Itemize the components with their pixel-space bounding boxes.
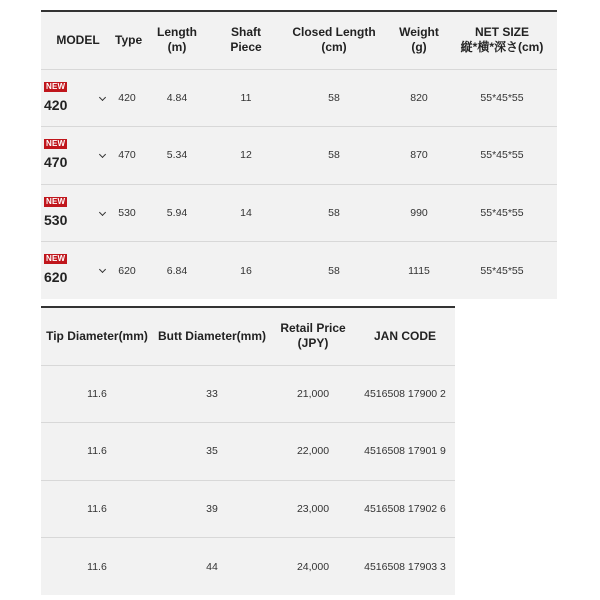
cell-butt-diameter: 39 bbox=[206, 502, 218, 515]
cell-tip-diameter: 11.6 bbox=[87, 560, 107, 573]
model-number: 420 bbox=[44, 96, 68, 113]
cell-jan-code: 4516508 17902 6 bbox=[364, 502, 446, 515]
price-row bbox=[41, 480, 455, 538]
header-closed-length: Closed Length (cm) bbox=[292, 25, 376, 55]
header-retail-price: Retail Price (JPY) bbox=[280, 321, 346, 351]
cell-retail-price: 24,000 bbox=[296, 560, 330, 573]
cell-weight: 820 bbox=[410, 91, 428, 104]
model-selector[interactable] bbox=[41, 127, 115, 185]
cell-butt-diameter: 44 bbox=[206, 560, 218, 573]
spec-header-row bbox=[41, 11, 557, 69]
spec-row bbox=[41, 127, 557, 185]
new-badge: NEW bbox=[46, 254, 66, 263]
spec-row bbox=[41, 69, 557, 127]
cell-shaft-piece: 12 bbox=[240, 149, 252, 162]
cell-weight: 1115 bbox=[408, 264, 430, 277]
model-number: 530 bbox=[44, 211, 68, 228]
cell-closed-length: 58 bbox=[328, 264, 340, 277]
header-net-size: NET SIZE 縦*横*深さ(cm) bbox=[460, 25, 544, 55]
header-tip-diameter: Tip Diameter(mm) bbox=[46, 328, 148, 343]
new-badge: NEW bbox=[46, 81, 66, 91]
new-badge: NEW bbox=[46, 139, 66, 148]
model-selector[interactable] bbox=[41, 184, 115, 242]
cell-length: 5.94 bbox=[166, 206, 188, 219]
model-number: 470 bbox=[44, 154, 68, 170]
cell-length: 6.84 bbox=[166, 264, 188, 277]
chevron-down-icon[interactable] bbox=[99, 93, 106, 100]
price-header-row bbox=[41, 307, 455, 365]
cell-retail-price: 23,000 bbox=[296, 502, 330, 515]
cell-type: 620 bbox=[118, 264, 136, 277]
price-row bbox=[41, 365, 455, 423]
cell-length: 5.34 bbox=[166, 149, 188, 162]
cell-type: 530 bbox=[118, 206, 136, 219]
model-selector[interactable] bbox=[41, 242, 115, 300]
cell-shaft-piece: 16 bbox=[240, 264, 252, 277]
chevron-down-icon[interactable] bbox=[99, 151, 106, 158]
header-length: Length (m) bbox=[157, 25, 197, 55]
cell-closed-length: 58 bbox=[328, 91, 340, 104]
header-butt-diameter: Butt Diameter(mm) bbox=[157, 328, 266, 343]
header-jan-code: JAN CODE bbox=[373, 328, 436, 343]
cell-tip-diameter: 11.6 bbox=[87, 387, 107, 400]
chevron-down-icon[interactable] bbox=[99, 208, 106, 215]
header-type: Type bbox=[115, 32, 143, 47]
price-row bbox=[41, 538, 455, 596]
cell-shaft-piece: 14 bbox=[240, 206, 252, 219]
cell-type: 470 bbox=[118, 149, 136, 162]
cell-retail-price: 21,000 bbox=[296, 387, 330, 400]
cell-tip-diameter: 11.6 bbox=[87, 445, 107, 458]
cell-shaft-piece: 11 bbox=[240, 91, 252, 104]
spec-row bbox=[41, 184, 557, 242]
cell-closed-length: 58 bbox=[328, 149, 340, 162]
cell-closed-length: 58 bbox=[328, 206, 340, 219]
cell-weight: 870 bbox=[410, 149, 428, 162]
cell-retail-price: 22,000 bbox=[296, 445, 330, 458]
model-number: 620 bbox=[44, 269, 68, 285]
spec-row bbox=[41, 242, 557, 300]
cell-net-size: 55*45*55 bbox=[480, 149, 524, 162]
cell-net-size: 55*45*55 bbox=[480, 206, 524, 219]
spec-table bbox=[41, 10, 557, 299]
price-row bbox=[41, 423, 455, 481]
cell-tip-diameter: 11.6 bbox=[87, 502, 107, 515]
cell-butt-diameter: 35 bbox=[206, 445, 218, 458]
cell-net-size: 55*45*55 bbox=[480, 91, 524, 104]
cell-length: 4.84 bbox=[166, 91, 188, 104]
header-shaft-piece: Shaft Piece bbox=[230, 25, 262, 55]
cell-butt-diameter: 33 bbox=[206, 387, 218, 400]
chevron-down-icon[interactable] bbox=[99, 266, 106, 273]
new-badge: NEW bbox=[46, 196, 66, 206]
cell-jan-code: 4516508 17900 2 bbox=[364, 387, 446, 400]
header-model: MODEL bbox=[56, 32, 100, 47]
cell-net-size: 55*45*55 bbox=[480, 264, 524, 277]
cell-jan-code: 4516508 17903 3 bbox=[364, 560, 446, 573]
cell-jan-code: 4516508 17901 9 bbox=[364, 445, 446, 458]
cell-weight: 990 bbox=[410, 206, 428, 219]
price-table bbox=[41, 306, 455, 595]
model-selector[interactable] bbox=[41, 69, 115, 127]
header-weight: Weight (g) bbox=[399, 25, 439, 55]
cell-type: 420 bbox=[118, 91, 136, 104]
